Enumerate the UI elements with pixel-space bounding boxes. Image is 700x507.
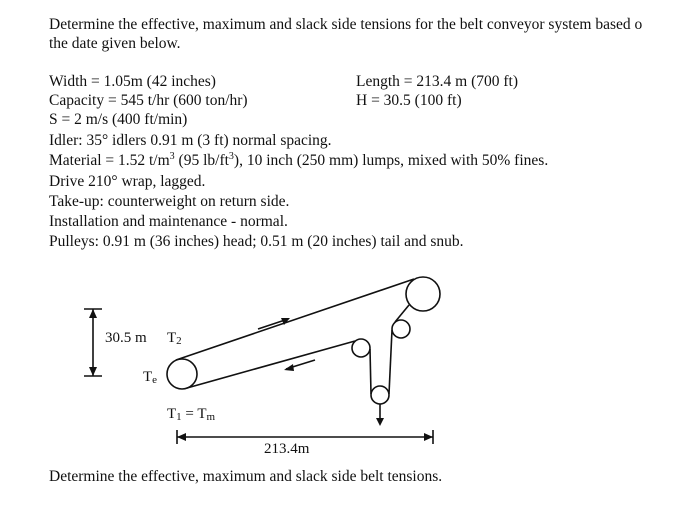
tm-eq: = T — [181, 406, 207, 422]
te-sub: e — [152, 374, 158, 386]
spec-installation: Installation and maintenance - normal. — [49, 213, 288, 230]
material-text-b: (95 lb/ft — [174, 152, 229, 169]
length-dim-arrow-left — [177, 433, 186, 441]
spec-width: Width = 1.05m (42 inches) — [49, 73, 216, 90]
te-label — [143, 369, 157, 386]
counterweight-arrow — [376, 418, 384, 426]
height-label: 30.5 m — [105, 330, 147, 346]
t2-main: T — [167, 330, 177, 346]
takeup-loop-left — [370, 349, 371, 394]
snub-pulley-upper — [392, 320, 410, 338]
intro-line-2: the date given below. — [49, 35, 181, 52]
height-dim-arrow-down — [89, 367, 97, 376]
spec-pulleys: Pulleys: 0.91 m (36 inches) head; 0.51 m (20 inches) tail and snub. — [49, 233, 464, 250]
length-label: 213.4m — [264, 441, 310, 457]
t1-main: T — [167, 406, 177, 422]
spec-idler: Idler: 35° idlers 0.91 m (3 ft) normal spacing. — [49, 132, 332, 149]
t1-tm-label — [167, 406, 215, 423]
takeup-loop-right — [389, 330, 392, 394]
tm-sub: m — [206, 411, 216, 423]
material-text-a: Material = 1.52 t/m — [49, 152, 170, 169]
spec-height: H = 30.5 (100 ft) — [356, 92, 462, 109]
tail-pulley — [167, 359, 197, 389]
closing-question: Determine the effective, maximum and slack side belt tensions. — [49, 468, 443, 485]
spec-length: Length = 213.4 m (700 ft) — [356, 73, 518, 90]
spec-takeup: Take-up: counterweight on return side. — [49, 193, 290, 210]
height-dim-arrow-up — [89, 309, 97, 318]
material-sup-2: 3 — [228, 151, 234, 162]
te-main: T — [143, 369, 153, 385]
head-pulley — [406, 277, 440, 311]
t1-sub: 1 — [176, 411, 182, 423]
takeup-pulley — [371, 386, 389, 404]
t2-sub: 2 — [176, 335, 182, 347]
carrying-belt — [176, 279, 414, 360]
material-text-c: ), 10 inch (250 mm) lumps, mixed with 50% fines. — [233, 152, 549, 169]
intro-line-1: Determine the effective, maximum and slack side tensions for the belt conveyor system based o — [49, 16, 643, 33]
length-dim-arrow-right — [424, 433, 433, 441]
spec-drive: Drive 210° wrap, lagged. — [49, 173, 206, 190]
spec-speed: S = 2 m/s (400 ft/min) — [49, 111, 188, 128]
return-direction-arrow — [284, 364, 294, 371]
t2-label — [167, 330, 182, 347]
material-sup-1: 3 — [169, 151, 175, 162]
spec-capacity: Capacity = 545 t/hr (600 ton/hr) — [49, 92, 248, 109]
